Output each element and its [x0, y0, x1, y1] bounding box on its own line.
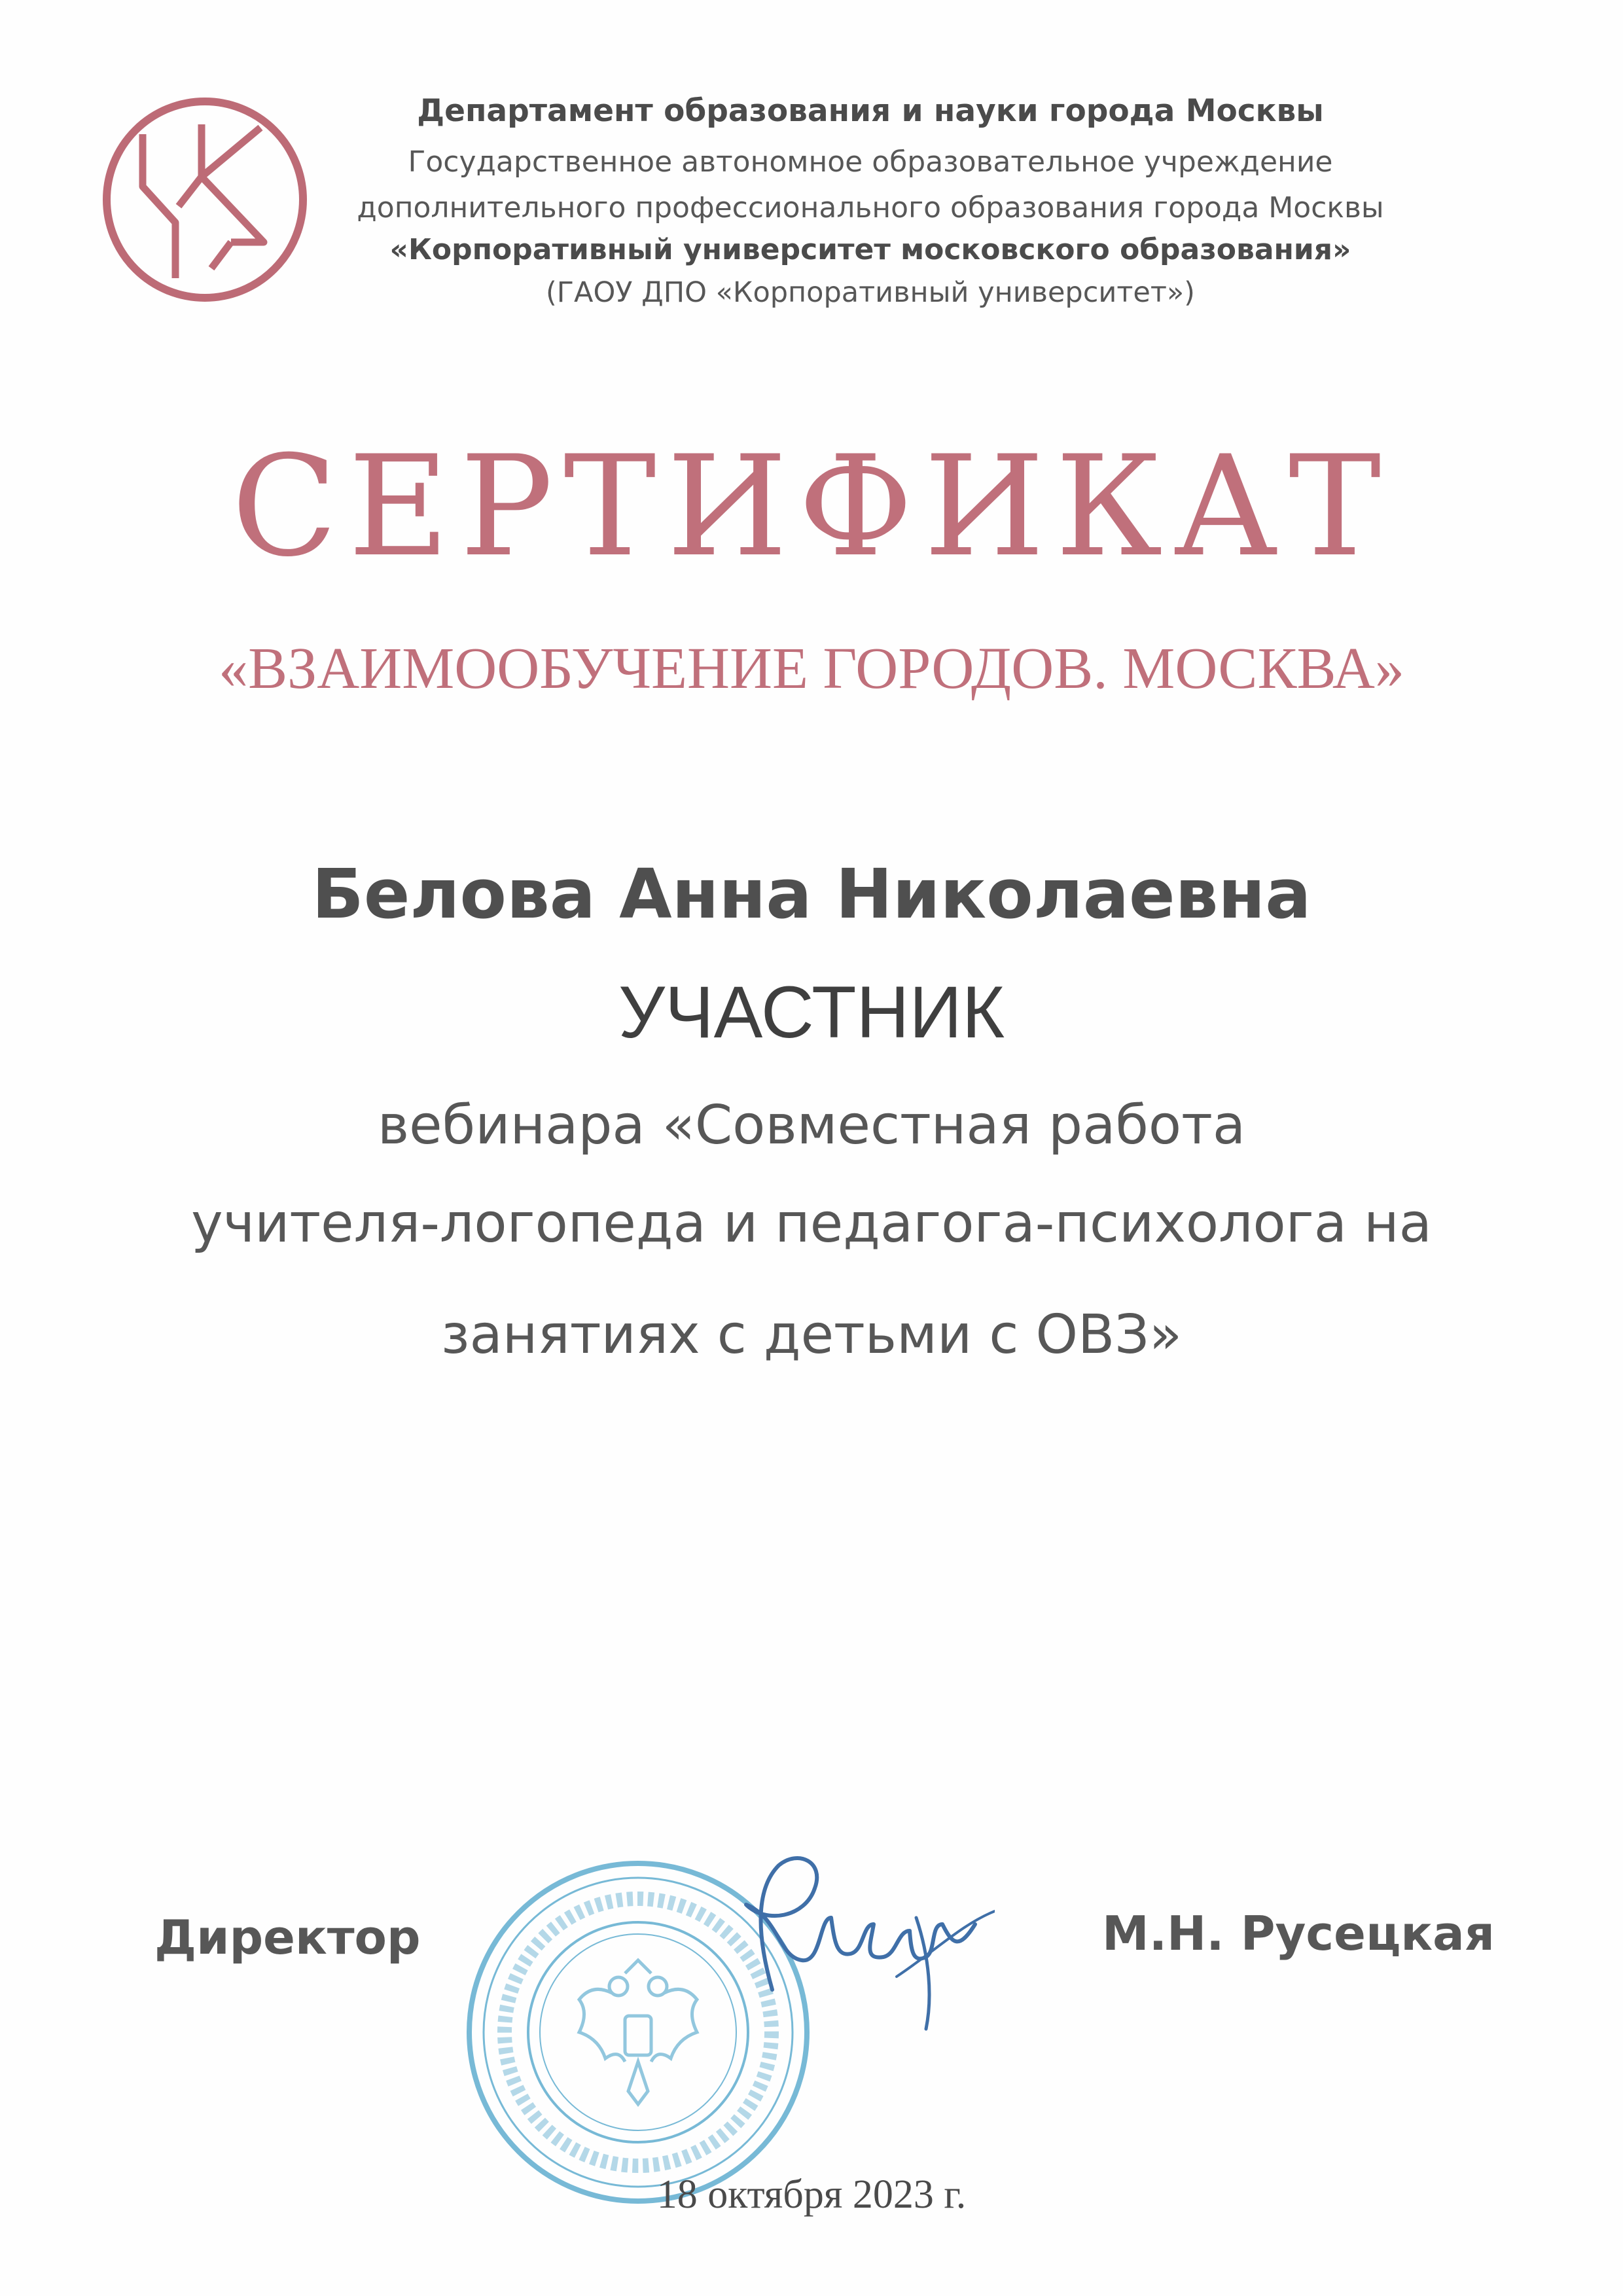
- certificate-subtitle: «ВЗАИМООБУЧЕНИЕ ГОРОДОВ. МОСКВА»: [219, 636, 1404, 701]
- organization-short-name: (ГАОУ ДПО «Корпоративный университет»): [546, 276, 1195, 309]
- certificate-title: СЕРТИФИКАТ: [231, 425, 1392, 587]
- issue-date: 18 октября 2023 г.: [656, 2172, 967, 2217]
- director-signature: [668, 1826, 995, 2042]
- director-name: М.Н. Русецкая: [1102, 1906, 1495, 1961]
- organization-name: «Корпоративный университет московского образования»: [389, 233, 1351, 266]
- organization-line-2: дополнительного профессионального образования города Москвы: [357, 191, 1384, 224]
- director-title: Директор: [154, 1910, 421, 1965]
- organization-line-1: Государственное автономное образовательное учреждение: [408, 145, 1333, 179]
- description-line-1: вебинара «Совместная работа: [377, 1094, 1246, 1157]
- university-logo: [97, 92, 313, 308]
- description-line-3: занятиях с детьми с ОВЗ»: [440, 1304, 1183, 1366]
- description-line-2: учителя-логопеда и педагога-психолога на: [191, 1193, 1432, 1255]
- recipient-role: УЧАСТНИК: [618, 971, 1005, 1053]
- department-name: Департамент образования и науки города Москвы: [417, 93, 1324, 129]
- recipient-name: Белова Анна Николаевна: [312, 854, 1311, 934]
